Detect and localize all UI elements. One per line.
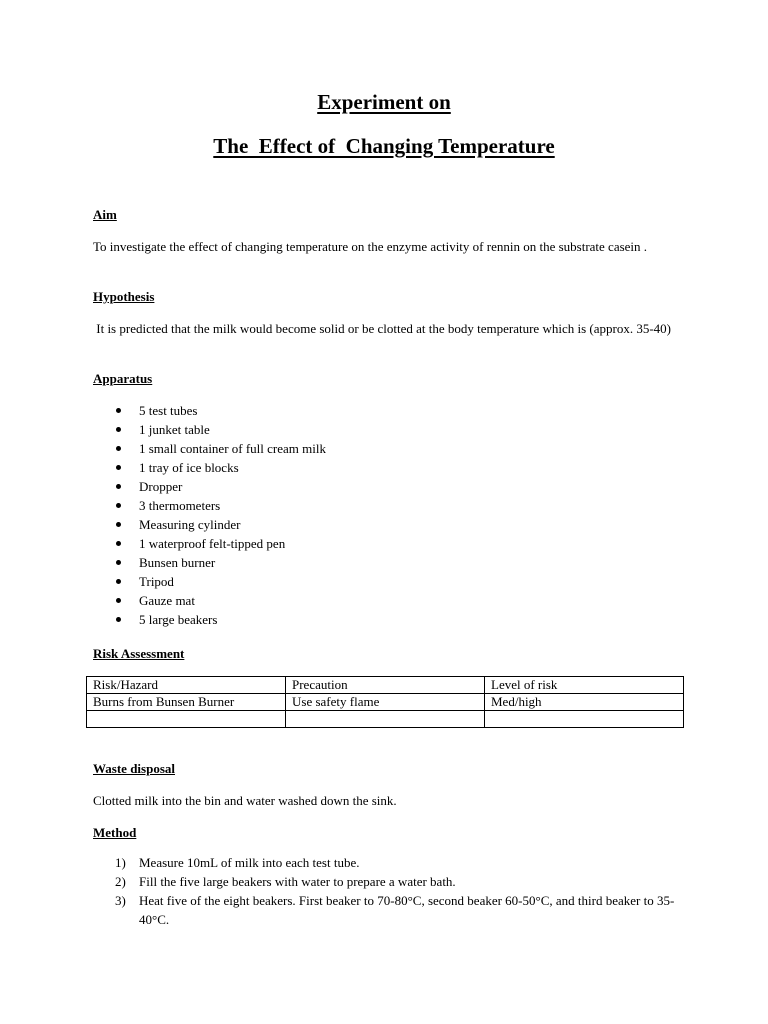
step-number: 3)	[115, 893, 126, 908]
table-cell	[485, 711, 684, 728]
apparatus-heading: Apparatus	[93, 371, 153, 386]
bullet-icon	[116, 522, 121, 527]
list-item	[93, 534, 326, 553]
aim-text: To investigate the effect of changing temperature on the enzyme activity of rennin on the substrate casein .	[93, 239, 648, 254]
table-row	[87, 694, 684, 711]
document-title-line2: The Effect of Changing Temperature	[213, 134, 555, 158]
list-item	[93, 872, 683, 891]
apparatus-item-label: Tripod	[139, 574, 174, 589]
apparatus-item-label: 1 waterproof felt-tipped pen	[139, 536, 286, 551]
list-item	[93, 439, 326, 458]
apparatus-item-label: 5 large beakers	[139, 612, 218, 627]
list-item	[93, 610, 326, 629]
bullet-icon	[116, 408, 121, 413]
apparatus-item-label: 1 tray of ice blocks	[139, 460, 239, 475]
apparatus-item-label: 3 thermometers	[139, 498, 221, 513]
list-item	[93, 891, 683, 929]
apparatus-item-label: 1 small container of full cream milk	[139, 441, 326, 456]
list-item	[93, 420, 326, 439]
apparatus-item-label: 1 junket table	[139, 422, 210, 437]
list-item	[93, 553, 326, 572]
list-item	[93, 496, 326, 515]
list-item	[93, 401, 326, 420]
table-cell: Burns from Bunsen Burner	[87, 694, 286, 711]
apparatus-list	[93, 401, 326, 629]
apparatus-item-label: 5 test tubes	[139, 403, 198, 418]
list-item	[93, 515, 326, 534]
table-cell	[286, 711, 485, 728]
bullet-icon	[116, 465, 121, 470]
bullet-icon	[116, 503, 121, 508]
table-row	[87, 711, 684, 728]
waste-text: Clotted milk into the bin and water washed down the sink.	[93, 793, 397, 808]
table-header-cell: Level of risk	[485, 677, 684, 694]
bullet-icon	[116, 617, 121, 622]
bullet-icon	[116, 579, 121, 584]
waste-heading: Waste disposal	[93, 761, 175, 776]
step-text: Heat five of the eight beakers. First beaker to 70-80°C, second beaker 60-50°C, and third beaker to 35-40°C.	[139, 893, 675, 927]
bullet-icon	[116, 484, 121, 489]
method-heading: Method	[93, 825, 137, 840]
method-list	[93, 853, 683, 929]
apparatus-item-label: Measuring cylinder	[139, 517, 241, 532]
apparatus-item-label: Bunsen burner	[139, 555, 216, 570]
step-number: 2)	[115, 874, 126, 889]
step-number: 1)	[115, 855, 126, 870]
list-item	[93, 477, 326, 496]
aim-heading: Aim	[93, 207, 117, 222]
bullet-icon	[116, 427, 121, 432]
table-header-cell: Precaution	[286, 677, 485, 694]
apparatus-item-label: Gauze mat	[139, 593, 195, 608]
step-text: Measure 10mL of milk into each test tube.	[139, 855, 360, 870]
document-title-line1: Experiment on	[317, 90, 451, 114]
bullet-icon	[116, 541, 121, 546]
list-item	[93, 853, 683, 872]
table-header-cell: Risk/Hazard	[87, 677, 286, 694]
table-cell: Med/high	[485, 694, 684, 711]
risk-table	[86, 676, 684, 728]
bullet-icon	[116, 560, 121, 565]
step-text: Fill the five large beakers with water to prepare a water bath.	[139, 874, 456, 889]
apparatus-item-label: Dropper	[139, 479, 183, 494]
risk-heading: Risk Assessment	[93, 646, 185, 661]
list-item	[93, 572, 326, 591]
table-header-row	[87, 677, 684, 694]
table-cell: Use safety flame	[286, 694, 485, 711]
list-item	[93, 591, 326, 610]
hypothesis-text: It is predicted that the milk would become solid or be clotted at the body temperature which is (approx. 35-40)	[93, 321, 671, 336]
table-cell	[87, 711, 286, 728]
bullet-icon	[116, 598, 121, 603]
bullet-icon	[116, 446, 121, 451]
hypothesis-heading: Hypothesis	[93, 289, 155, 304]
list-item	[93, 458, 326, 477]
